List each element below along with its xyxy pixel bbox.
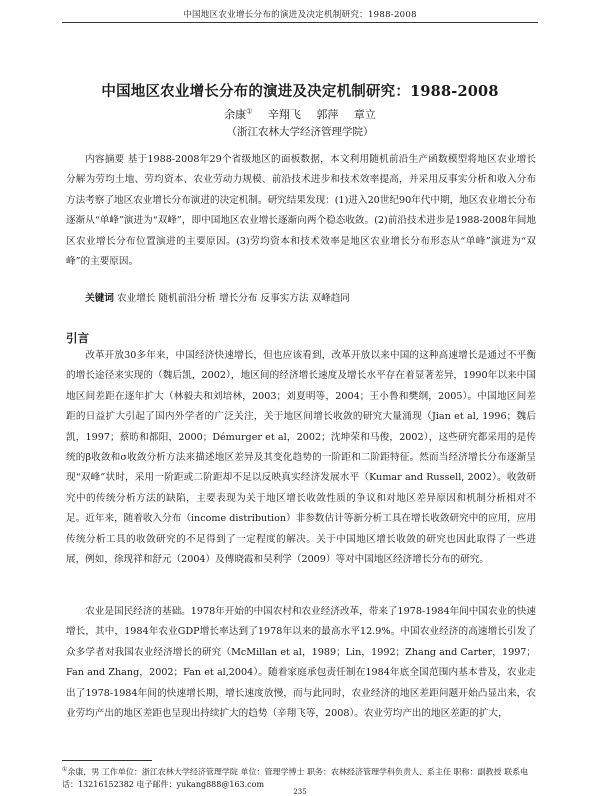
footnote-text: 余康，男 工作单位：浙江农林大学经济管理学院 单位：管理学博士 职务：农林经济管理学科负责人、系主任 职称：副教授 联系电话：13216152382 电子邮件：yukang888@163.com [62, 767, 529, 789]
abstract: 内容摘要 基于1988-2008年29个省级地区的面板数据，本文利用随机前沿生产函数模型将地区农业增长分解为劳均土地、劳均资本、农业劳动力规模、前沿技术进步和技术效率提高，并采用反事实分析和收入分布方法考察了地区农业增长分布演进的决定机制。研究结果发现：(1)进入20世纪90年代中期，地区农业增长分布逐渐从“单峰”演进为“双峰”，即中国地区农业增长逐渐向两个稳态收敛。(2)前沿技术进步是1988-2008年间地区农业增长分布位置演进的主要原因。(3)劳均资本和技术效率是地区农业增长分布形态从“单峰”演进为“双峰”的主要原因。 [66, 154, 536, 268]
footnote-mark: ① [62, 766, 68, 773]
author-name: 余康① [224, 107, 253, 121]
paper-title: 中国地区农业增长分布的演进及决定机制研究：1988-2008 [101, 83, 499, 100]
author-list [0, 106, 600, 122]
author-name: 章立 [353, 108, 376, 121]
header-rule [62, 22, 538, 23]
section-heading: 引言 [66, 331, 89, 345]
author-name: 辛翔飞 [267, 108, 301, 121]
intro-paragraph-2: 农业是国民经济的基础。1978年开始的中国农村和农业经济改革，带来了1978-1984年间中国农业的快速增长，其中，1984年农业GDP增长率达到了1978年以来的最高水平12.9%。中国农业经济的高速增长引发了众多学者对我国农业经济增长的研究（McMillan et al，1989；Lin，1992；Zhang and Carter，1997；Fan and Zhang，2002；Fan et al,2004）。随着家庭承包责任制在1984年底全国范围内基本普及，农业走出了1978-1984年间的快速增长期，增长速度放慢，而与此同时，农业经济的地区差距问题开始凸显出来，农业劳均产出的地区差距也呈现出持续扩大的趋势（辛翔飞等，2008）。农业劳均产出的地区差距的扩大， [66, 606, 536, 720]
keywords-label: 关键词 [85, 293, 114, 304]
author-name: 郭萍 [316, 108, 339, 121]
affiliation: （浙江农林大学经济管理学院） [226, 126, 374, 138]
running-head: 中国地区农业增长分布的演进及决定机制研究：1988-2008 [183, 10, 417, 20]
keywords [66, 290, 536, 304]
page-number: 235 [293, 788, 307, 796]
footnote-rule [62, 760, 152, 761]
keywords-text: 农业增长 随机前沿分析 增长分布 反事实方法 双峰趋同 [117, 293, 350, 304]
footnote [62, 764, 538, 791]
intro-paragraph-1: 改革开放30多年来，中国经济快速增长，但也应该看到，改革开放以来中国的这种高速增长是通过不平衡的增长途径来实现的（魏后凯，2002），地区间的经济增长速度及增长水平存在着显著差异，1990年以来中国地区间差距在逐年扩大（林毅夫和刘培林，2003；刘夏明等，2004；王小鲁和樊纲，2005）。中国地区间差距的日益扩大引起了国内外学者的广泛关注，关于地区间增长收敛的研究大量涌现（Jian et al, 1996；魏后凯，1997；蔡昉和都阳，2000；Démurger et al，2002；沈坤荣和马俊，2002），这些研究都采用的是传统的β收敛和σ收敛分析方法来描述地区差异及其变化趋势的一阶距和二阶距特征。然而当经济增长分布逐渐呈现“双峰”状时，采用一阶距或二阶距却不足以反映真实经济发展水平（Kumar and Russell, 2002）。收敛研究中的传统分析方法的缺陷，主要表现为关于地区增长收敛性质的争议和对地区差异原因和机制分析相对不足。近年来，随着收入分布（income distribution）非参数估计等新分析工具在增长收敛研究中的应用，应用传统分析工具的收敛研究的不足得到了一定程度的解决。关于中国地区增长收敛的研究也因此取得了一些进展，例如，徐现祥和舒元（2004）及傅晓霞和吴利学（2009）等对中国地区经济增长分布的研究。 [66, 350, 536, 566]
